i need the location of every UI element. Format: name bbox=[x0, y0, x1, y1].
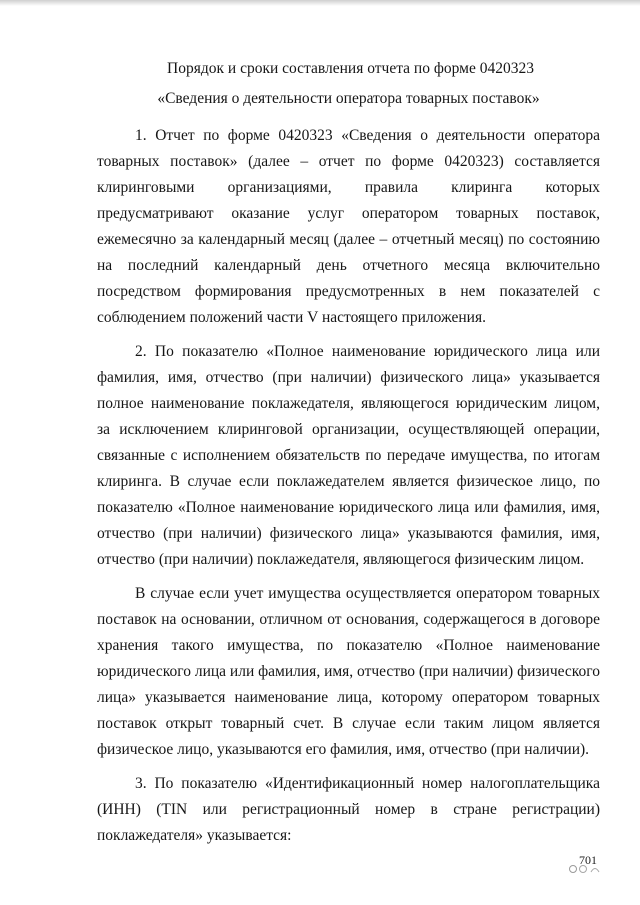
document-title-line-2: «Сведения о деятельности оператора товарных поставок» bbox=[157, 90, 540, 107]
paragraph-3: 3. По показателю «Идентификационный номер налогоплательщика (ИНН) (TIN или регистрационный номер в стране регистрации) поклажедателя» указывается: bbox=[97, 775, 600, 844]
page-number-stamp bbox=[567, 853, 607, 877]
page-number: 701 bbox=[579, 853, 597, 867]
faint-stamp-mark-icon bbox=[567, 863, 607, 875]
paragraph-2-continuation: В случае если учет имущества осуществляется оператором товарных поставок на основании, отличном от основания, содержащегося в договоре хранения такого имущества, по показателю «Полное наименование юридического лица или фамилия, имя, отчество (при наличии) физического лица» указывается наименование лица, которому оператором товарных поставок открыт товарный счет. В случае если таким лицом является физическое лицо, указываются его фамилия, имя, отчество (при наличии). bbox=[97, 585, 600, 758]
scan-edge bbox=[0, 0, 640, 6]
document-page bbox=[97, 55, 600, 857]
paragraph-2: 2. По показателю «Полное наименование юридического лица или фамилия, имя, отчество (при наличии) физического лица» указывается полное наименование поклажедателя, являющегося юридическим лицом, за исключением клиринговой организации, осуществляющей операции, связанные с исполнением обязательств по передаче имущества, по итогам клиринга. В случае если поклажедателем является физическое лицо, по показателю «Полное наименование юридического лица или фамилия, имя, отчество (при наличии) физического лица» указываются фамилия, имя, отчество (при наличии) поклажедателя, являющегося физическим лицом. bbox=[97, 343, 600, 568]
paragraph-1: 1. Отчет по форме 0420323 «Сведения о деятельности оператора товарных поставок» (далее – отчет по форме 0420323) составляется клиринговыми организациями, правила клиринга которых предусматривают оказание услуг оператором товарных поставок, ежемесячно за календарный месяц (далее – отчетный месяц) по состоянию на последний календарный день отчетного месяца включительно посредством формирования предусмотренных в нем показателей с соблюдением положений части V настоящего приложения. bbox=[97, 127, 600, 326]
document-title-line-1: Порядок и сроки составления отчета по форме 0420323 bbox=[167, 60, 534, 77]
